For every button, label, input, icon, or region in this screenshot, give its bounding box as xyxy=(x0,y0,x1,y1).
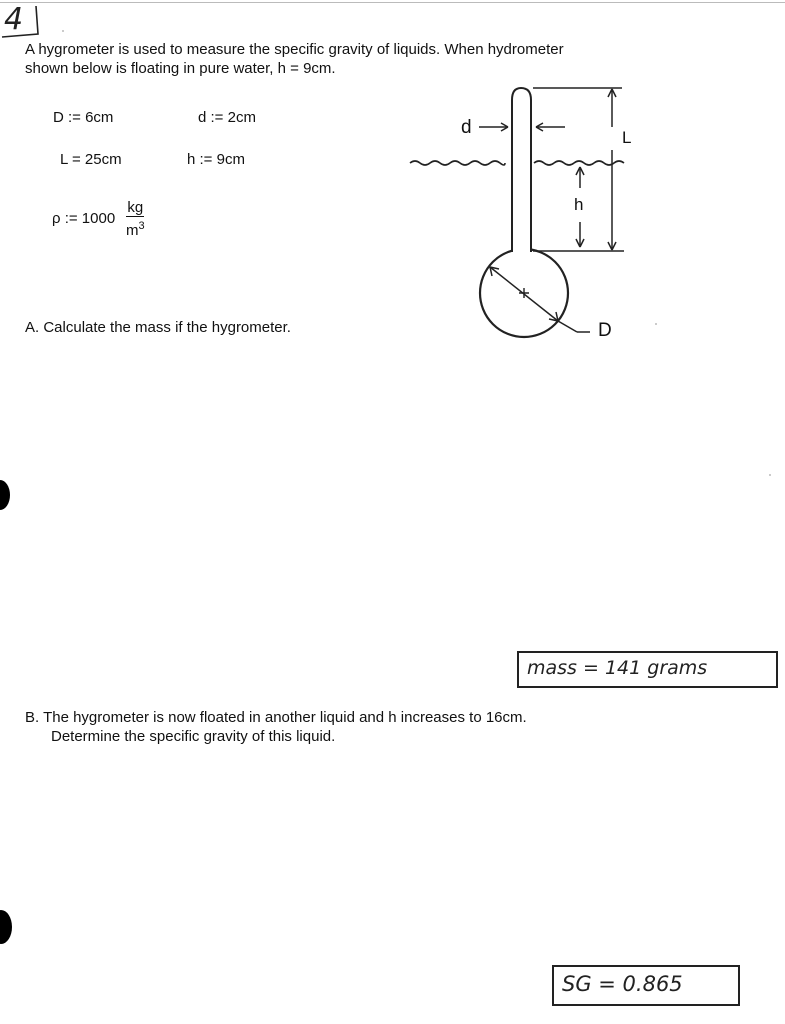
problem-number: 4 xyxy=(4,2,24,37)
given-rho: ρ := 1000 xyxy=(52,210,116,227)
problem-number-bracket xyxy=(0,0,60,42)
part-b-question-line-2: Determine the specific gravity of this liquid. xyxy=(51,728,336,745)
rho-unit-denominator: $m^3$ xyxy=(126,220,145,239)
diagram-label-L: L xyxy=(622,128,632,147)
diagram-label-h: h xyxy=(574,195,584,214)
intro-line-1: A hygrometer is used to measure the specific gravity of liquids. When hydrometer xyxy=(25,41,564,58)
diagram-label-D: D xyxy=(598,320,612,341)
given-h: h := 9cm xyxy=(187,151,245,168)
intro-line-2: shown below is floating in pure water, h = 9cm. xyxy=(25,60,336,77)
scan-speck xyxy=(655,323,657,325)
part-a-answer-box: mass = 141 grams xyxy=(517,651,778,688)
page-top-edge xyxy=(0,2,785,3)
given-d: d := 2cm xyxy=(198,109,256,126)
water-surface-right xyxy=(534,161,624,165)
given-D: D := 6cm xyxy=(53,109,114,126)
hydrometer-diagram xyxy=(400,80,660,360)
part-b-question-line-1: B. The hygrometer is now floated in another liquid and h increases to 16cm. xyxy=(25,709,527,726)
scan-speck xyxy=(769,474,771,476)
rho-unit-fraction xyxy=(126,199,145,240)
water-surface xyxy=(410,161,505,165)
binder-hole-bottom xyxy=(0,910,12,944)
part-b-answer-box: SG = 0.865 xyxy=(552,965,740,1006)
rho-unit-exponent: 3 xyxy=(138,220,145,232)
binder-hole-top xyxy=(0,480,10,510)
part-a-question: A. Calculate the mass if the hygrometer. xyxy=(25,319,291,336)
scan-speck xyxy=(62,30,64,32)
diagram-label-d: d xyxy=(461,117,472,138)
rho-unit-numerator: kg xyxy=(127,199,144,216)
given-L: L = 25cm xyxy=(60,151,122,168)
hydrometer-stem xyxy=(512,88,531,255)
